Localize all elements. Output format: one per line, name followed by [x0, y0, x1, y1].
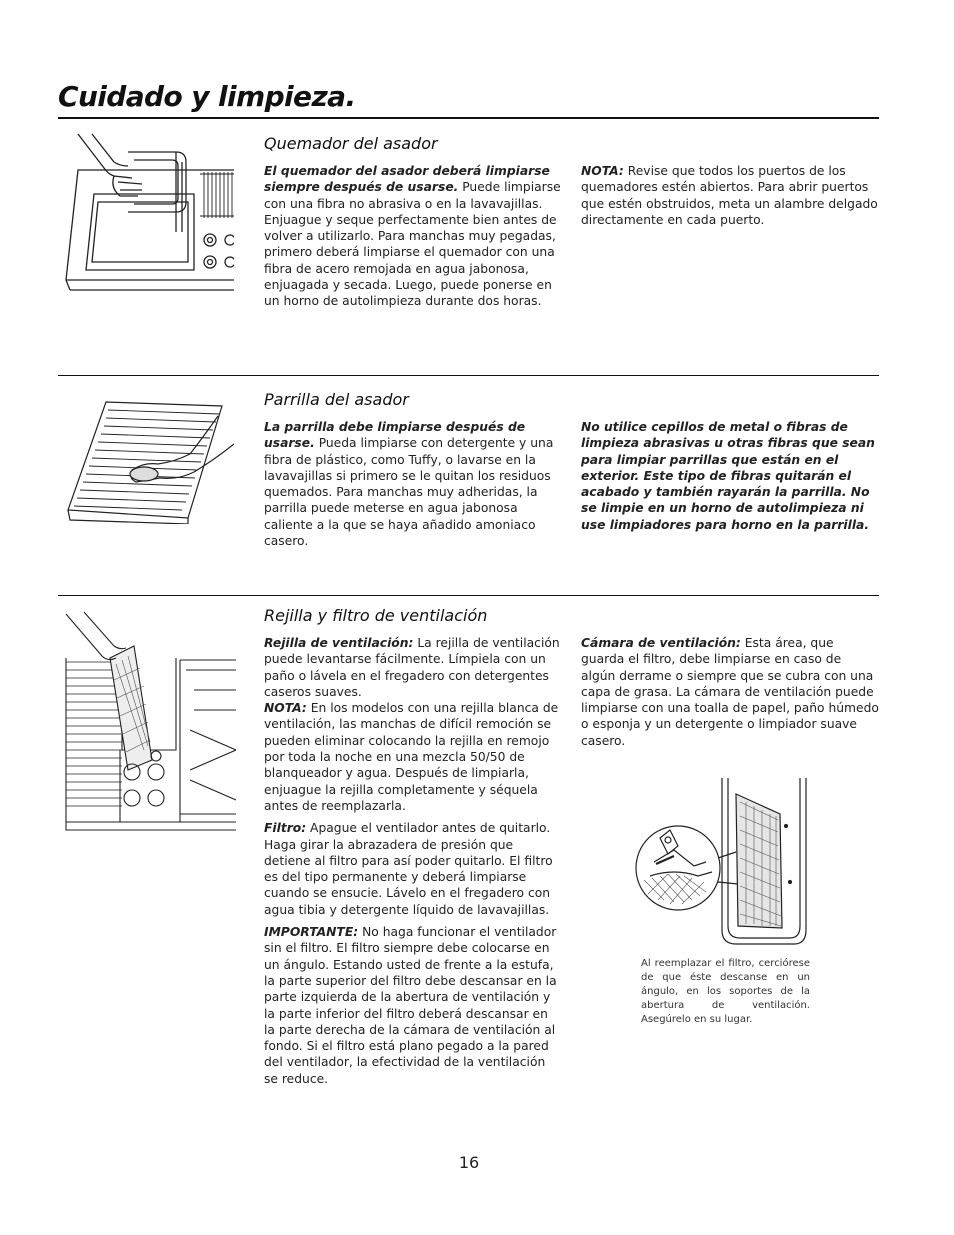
vent-note-lead: NOTA:	[264, 701, 307, 716]
vent-important-lead: IMPORTANTE:	[264, 925, 359, 940]
vent-note-body: En los modelos con una rejilla blanca de ventilación, las manchas de difícil remoción se pueden eliminar colocando la rejilla en remojo por toda la noche en una mezcla 50/50 de blanqueador y agua. Después de limpiarla, enjuague la rejilla completamente y séquela antes de reemplazarla.	[264, 701, 559, 813]
broiler-burner-illustration	[58, 132, 234, 294]
burner-note-paragraph	[581, 163, 879, 228]
burner-right-column	[581, 163, 879, 234]
grill-warning: No utilice cepillos de metal o fibras de limpieza abrasivas u otras fibras que sean para limpiar parrillas que están en el exterior. Este tipo de fibras quitarán el acabado y también rayarán la parrilla. No se limpie en un horno de autolimpieza ni use limpiadores para horno en la parrilla.	[581, 420, 875, 532]
burner-body: Puede limpiarse con una fibra no abrasiva o en la lavavajillas. Enjuague y seque perfectamente bien antes de volver a utilizarlo. Para manchas muy pegadas, primero deberá limpiarse el quemador con una fibra de acero remojada en agua jabonosa, enjuagada y secada. Luego, puede ponerse en un horno de autolimpieza durante dos horas.	[264, 180, 561, 309]
vent-grille-lead: Rejilla de ventilación:	[264, 636, 414, 650]
burner-left-paragraph	[264, 163, 562, 310]
vent-chamber-lead: Cámara de ventilación:	[581, 636, 741, 650]
vent-filter-paragraph	[264, 820, 562, 918]
section-divider-1	[58, 375, 879, 376]
vent-important-paragraph	[264, 924, 562, 1087]
page-number: 16	[458, 1153, 480, 1172]
page-title: Cuidado y limpieza.	[58, 80, 356, 113]
vent-filter-caption: Al reemplazar el filtro, cerciórese de que éste descanse en un ángulo, en los soportes de la abertura de ventilación. Asegúrelo en su lugar.	[641, 958, 810, 1025]
vent-chamber-paragraph	[581, 635, 879, 749]
title-divider	[58, 117, 879, 119]
broiler-grill-illustration	[62, 398, 234, 524]
burner-left-column	[264, 163, 562, 316]
grill-lead: La parrilla debe limpiarse después de usarse.	[264, 420, 526, 451]
vent-grille-paragraph	[264, 635, 562, 700]
vent-filter-lead: Filtro:	[264, 821, 307, 836]
grill-right-column	[581, 419, 879, 539]
grill-left-paragraph	[264, 419, 562, 549]
section-title-vent: Rejilla y filtro de ventilación	[264, 606, 488, 625]
vent-chamber-body: Esta área, que guarda el filtro, debe limpiarse en caso de algún derrame o siempre que se cubra con una capa de grasa. La cámara de ventilación puede limpiarse con una toalla de papel, paño húmedo o esponja y un detergente o limpiador suave casero.	[581, 636, 879, 748]
burner-lead: El quemador del asador deberá limpiarse siempre después de usarse.	[264, 164, 550, 195]
vent-grille-illustration	[62, 610, 236, 834]
section-title-burner: Quemador del asador	[264, 134, 438, 153]
grill-left-column	[264, 419, 562, 555]
vent-grille-note	[264, 700, 562, 814]
burner-note-body: Revise que todos los puertos de los quemadores estén abiertos. Para abrir puertos que estén obstruidos, meta un alambre delgado directamente en cada puerto.	[581, 164, 878, 227]
section-title-grill: Parrilla del asador	[264, 390, 409, 409]
vent-filter-body: Apague el ventilador antes de quitarlo. Haga girar la abrazadera de presión que detiene al filtro para así poder quitarlo. El filtro es del tipo permanente y deberá limpiarse cuando se ensucie. Lávelo en el fregadero con agua tibia y detergente líquido de lavavajillas.	[264, 821, 553, 917]
vent-grille-body: La rejilla de ventilación puede levantarse fácilmente. Límpiela con un paño o lávela en el fregadero con detergentes caseros suaves.	[264, 636, 560, 699]
vent-filter-detail-illustration	[634, 776, 810, 948]
burner-note-lead: NOTA:	[581, 164, 624, 178]
vent-important-body: No haga funcionar el ventilador sin el filtro. El filtro siempre debe colocarse en un ángulo. Estando usted de frente a la estufa, la parte superior del filtro debe descansar en la parte izquierda de la abertura de ventilación y la parte inferior del filtro deberá descansar en la parte derecha de la cámara de ventilación al fondo. Si el filtro está plano pegado a la pared del ventilador, la efectividad de la ventilación se reduce.	[264, 925, 557, 1086]
grill-body: Pueda limpiarse con detergente y una fibra de plástico, como Tuffy, o lavarse en la lavavajillas si primero se le quitan los residuos quemados. Para manchas muy adheridas, la parrilla puede meterse en agua jabonosa caliente a la que se haya añadido amoniaco casero.	[264, 436, 554, 549]
section-divider-2	[58, 595, 879, 596]
vent-left-column	[264, 635, 562, 1093]
vent-right-column	[581, 635, 879, 755]
